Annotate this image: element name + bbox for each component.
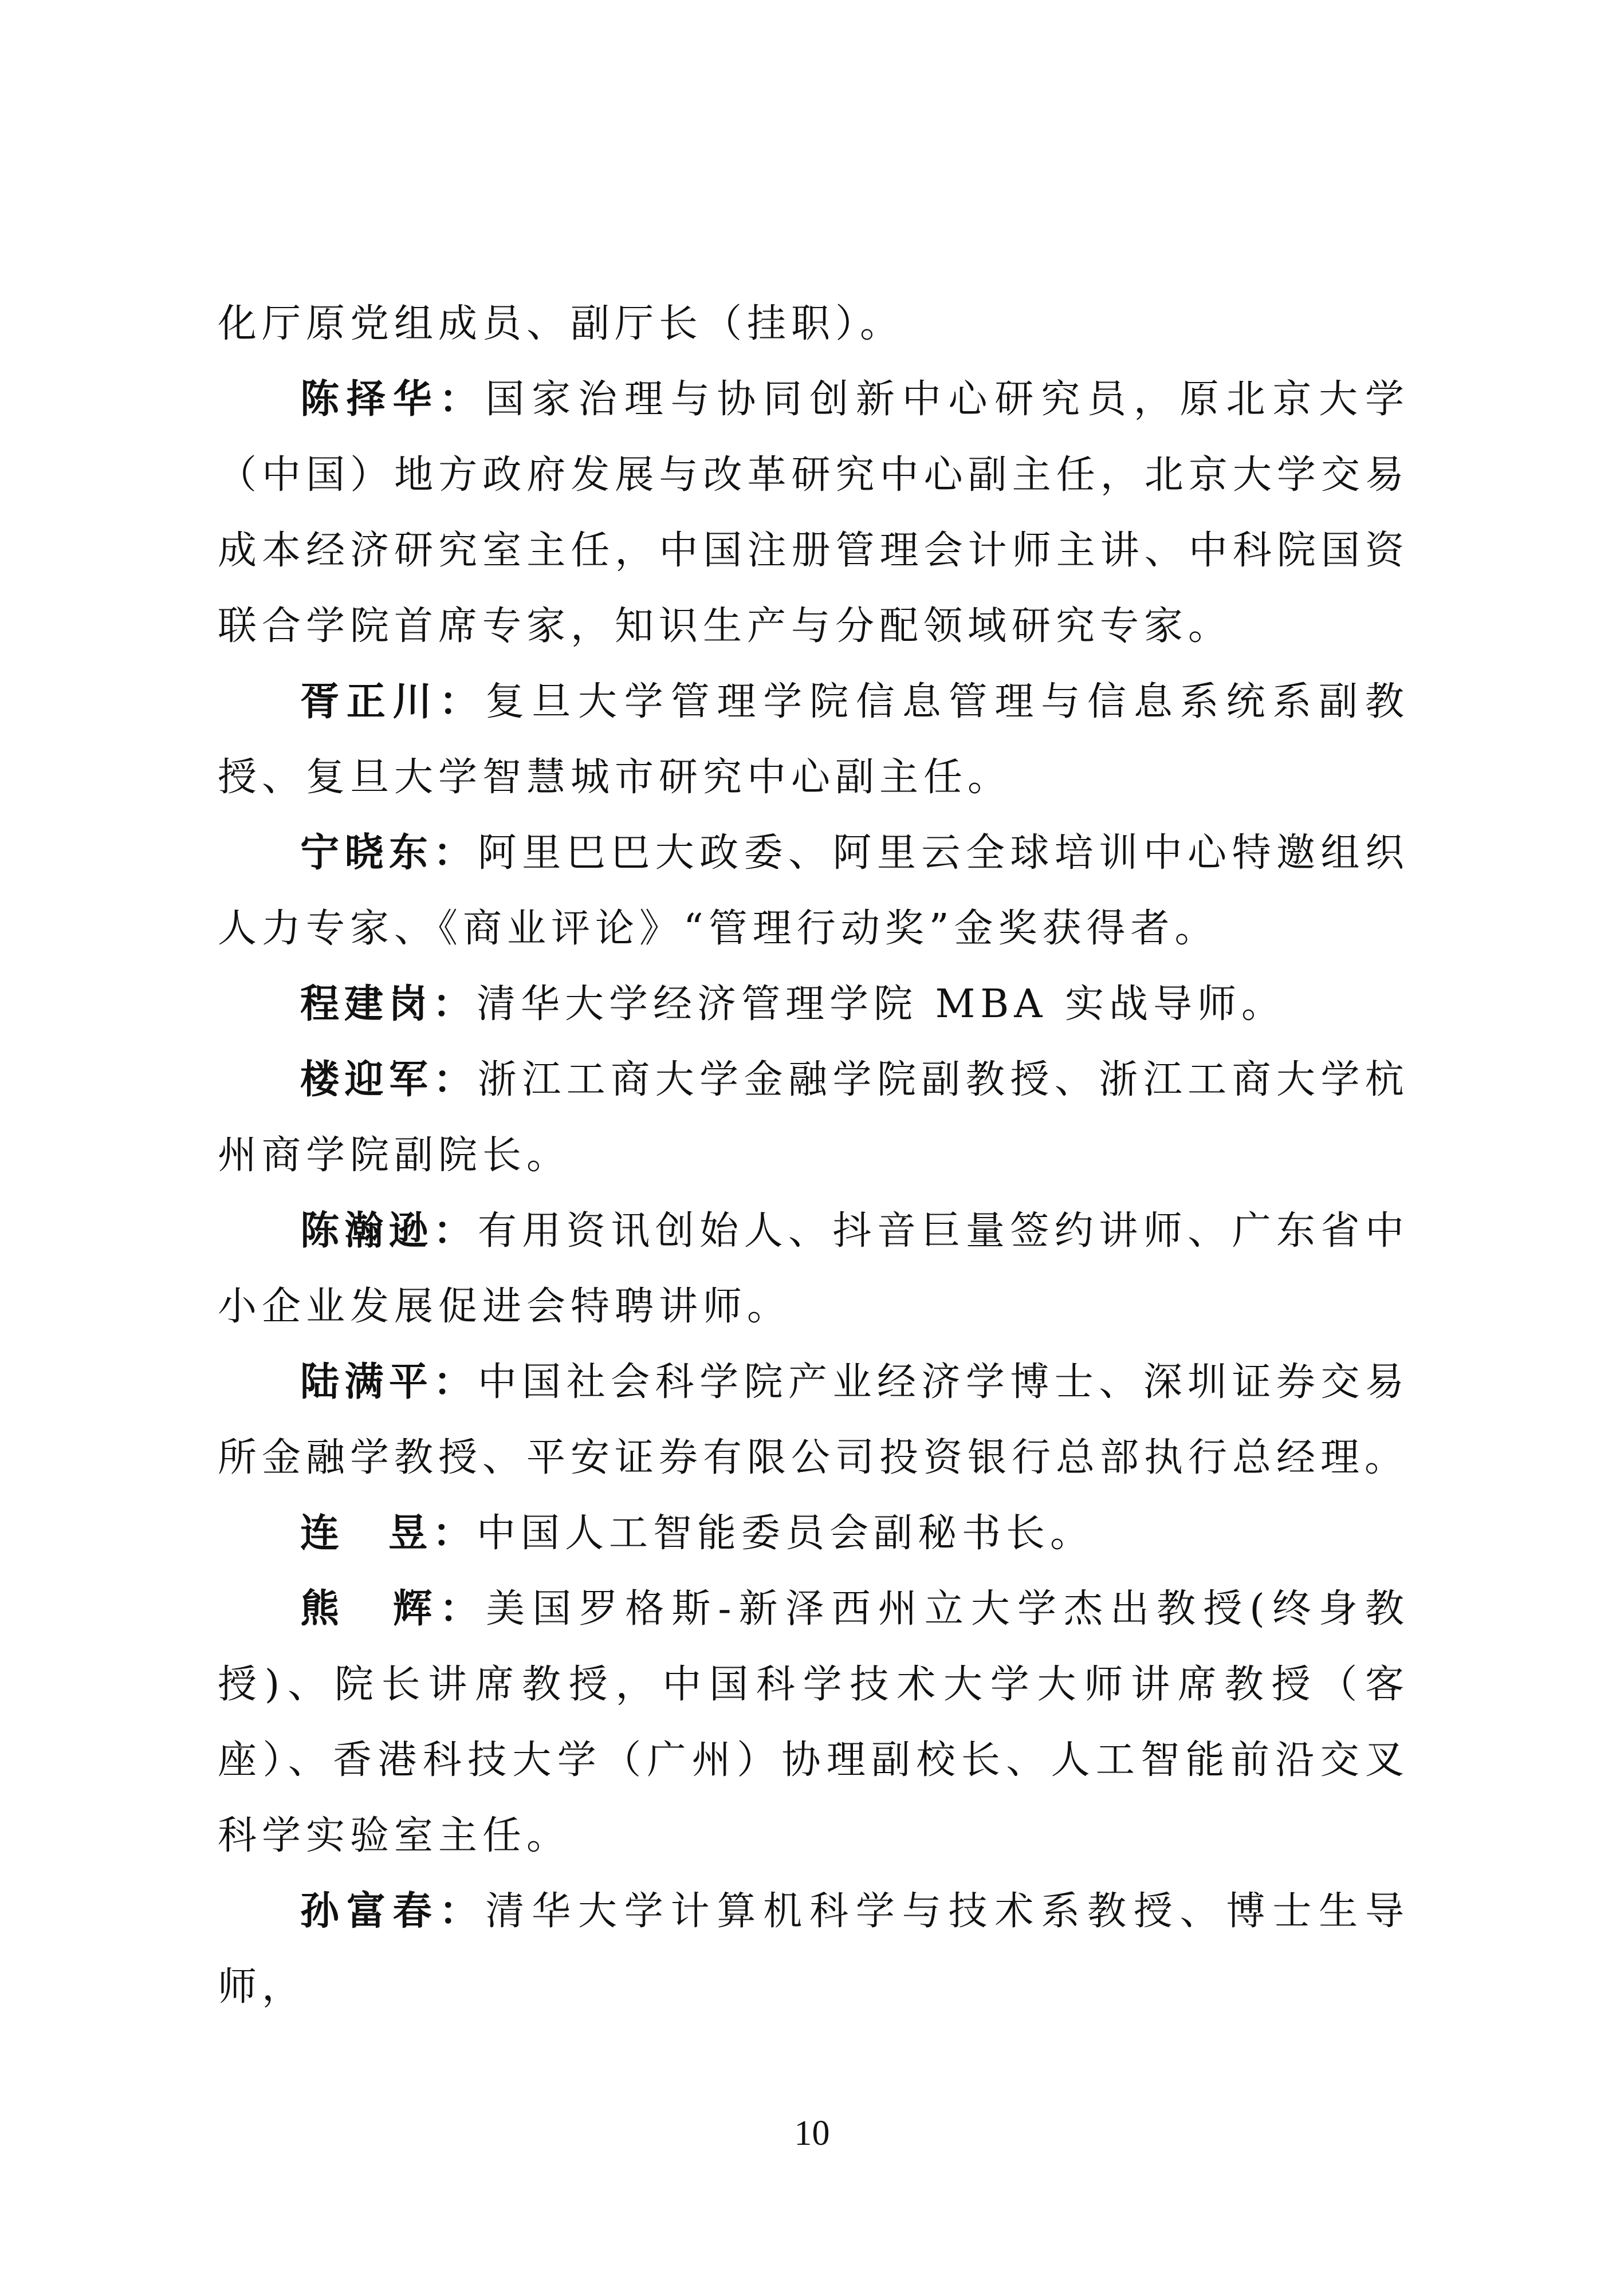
document-body <box>218 286 1409 2025</box>
name-separator: ： <box>433 1057 478 1102</box>
person-description: 阿里巴巴大政委、阿里云全球培训中心特邀组织人力专家、《商业评论》“管理行动奖”金奖获得者。 <box>218 830 1409 951</box>
person-name: 熊 辉 <box>300 1586 440 1632</box>
person-description: 复旦大学管理学院信息管理与信息系统系副教授、复旦大学智慧城市研究中心副主任。 <box>218 679 1409 800</box>
person-description: 清华大学经济管理学院 MBA 实战导师。 <box>477 982 1285 1027</box>
person-name: 连 昱 <box>300 1511 433 1556</box>
continuation-paragraph: 化厅原党组成员、副厅长（挂职）。 <box>218 301 905 346</box>
name-separator: ： <box>433 1208 478 1254</box>
name-separator: ： <box>432 1511 477 1556</box>
person-description: 清华大学计算机科学与技术系教授、博士生导师， <box>218 1889 1409 2010</box>
bio-entry <box>218 1496 1409 1572</box>
bio-entry <box>218 967 1409 1042</box>
person-name: 楼迎军 <box>300 1057 434 1102</box>
person-name: 陈瀚逊 <box>300 1208 434 1254</box>
name-separator: ： <box>433 830 478 876</box>
bio-entry <box>218 1194 1409 1345</box>
name-separator: ： <box>439 377 486 422</box>
bio-entry <box>218 1572 1409 1874</box>
person-name: 陈择华 <box>300 377 439 422</box>
person-name: 孙富春 <box>300 1889 439 1934</box>
person-name: 陆满平 <box>300 1360 434 1405</box>
person-name: 程建岗 <box>300 982 433 1027</box>
bio-entry <box>218 1874 1409 2025</box>
page-number: 10 <box>794 2114 830 2153</box>
bio-entry <box>218 1042 1409 1194</box>
name-separator: ： <box>439 1889 486 1934</box>
bio-entry <box>218 362 1409 664</box>
bio-entry <box>218 1345 1409 1496</box>
person-description: 有用资讯创始人、抖音巨量签约讲师、广东省中小企业发展促进会特聘讲师。 <box>218 1208 1409 1329</box>
name-separator: ： <box>439 1586 486 1632</box>
name-separator: ： <box>433 1360 478 1405</box>
person-description: 美国罗格斯-新泽西州立大学杰出教授(终身教授)、院长讲席教授，中国科学技术大学大师讲席教授（客座）、香港科技大学（广州）协理副校长、人工智能前沿交叉科学实验室主任。 <box>218 1586 1409 1858</box>
name-separator: ： <box>439 679 486 724</box>
bio-entry <box>218 816 1409 967</box>
person-description: 中国人工智能委员会副秘书长。 <box>477 1511 1095 1556</box>
person-name: 宁晓东 <box>300 830 434 876</box>
name-separator: ： <box>432 982 477 1027</box>
person-description: 国家治理与协同创新中心研究员，原北京大学（中国）地方政府发展与改革研究中心副主任，北京大学交易成本经济研究室主任，中国注册管理会计师主讲、中科院国资联合学院首席专家，知识生产与分配领域研究专家。 <box>218 377 1409 649</box>
person-name: 胥正川 <box>300 679 439 724</box>
person-description: 浙江工商大学金融学院副教授、浙江工商大学杭州商学院副院长。 <box>218 1057 1409 1178</box>
bio-entry <box>218 664 1409 816</box>
person-description: 中国社会科学院产业经济学博士、深圳证券交易所金融学教授、平安证券有限公司投资银行总部执行总经理。 <box>218 1360 1409 1480</box>
